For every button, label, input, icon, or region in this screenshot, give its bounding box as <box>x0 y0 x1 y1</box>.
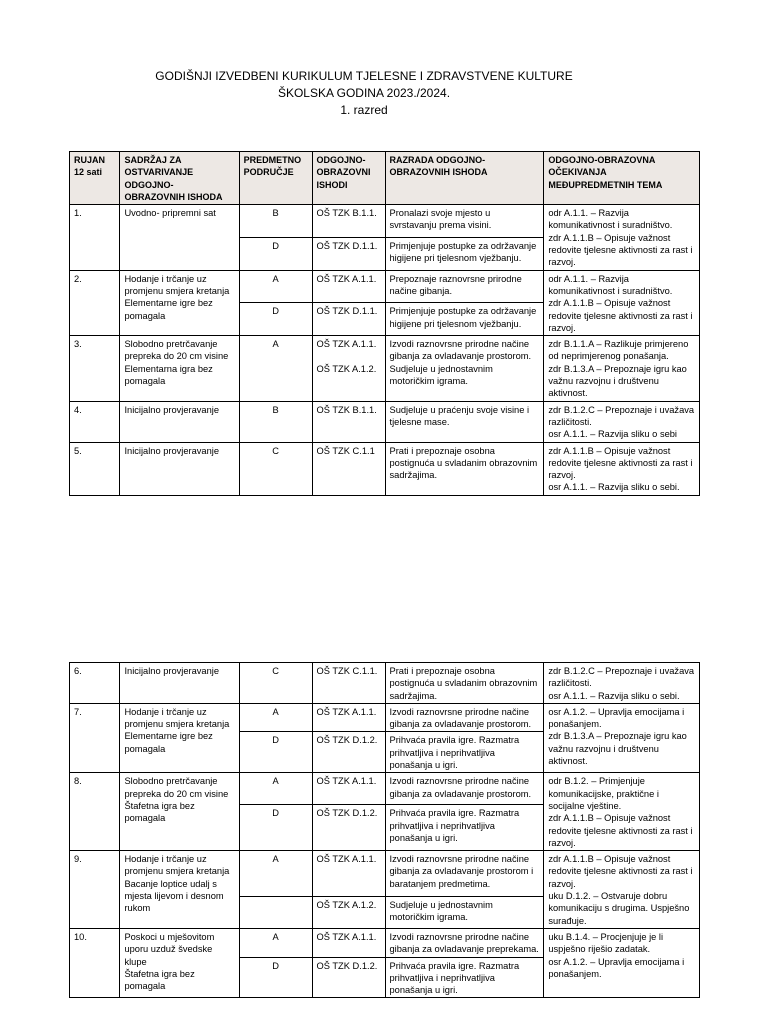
curriculum-table-2 <box>69 662 700 998</box>
learning-outcome: OŠ TZK A.1.1. <box>312 270 385 303</box>
lesson-content: Hodanje i trčanje uz promjenu smjera kretanja Elementarne igre bez pomagala <box>120 270 239 335</box>
learning-outcome: OŠ TZK D.1.1. <box>312 303 385 336</box>
outcome-elaboration: Sudjeluje u jednostavnim motoričkim igrama. <box>385 896 544 928</box>
outcome-elaboration: Primjenjuje postupke za održavanje higijene pri tjelesnom vježbanju. <box>385 303 544 336</box>
cross-curricular-expectations: odr A.1.1. – Razvija komunikativnost i suradništvo. zdr A.1.1.B – Opisuje važnost redovite tjelesne aktivnosti za rast i razvoj. <box>544 205 700 270</box>
table-row <box>70 928 700 957</box>
table-header-row <box>70 152 700 205</box>
header-area: PREDMETNO PODRUČJE <box>239 152 312 205</box>
subject-area: B <box>239 205 312 238</box>
table-1-body <box>70 205 700 496</box>
table-row <box>70 205 700 238</box>
learning-outcome: OŠ TZK A.1.1. <box>312 851 385 897</box>
cross-curricular-expectations: odr B.1.2. – Primjenjuje komunikacijske, praktične i socijalne vještine. zdr A.1.1.B – Opisuje važnost redovite tjelesne aktivnosti za rast i razvoj. <box>544 773 700 851</box>
table-row <box>70 703 700 732</box>
outcome-elaboration: Prihvaća pravila igre. Razmatra prihvatljiva i neprihvatljiva ponašanja u igri. <box>385 732 544 773</box>
outcome-elaboration: Pronalazi svoje mjesto u svrstavanju prema visini. <box>385 205 544 238</box>
table-row <box>70 663 700 704</box>
cross-curricular-expectations: odr A.1.1. – Razvija komunikativnost i suradništvo. zdr A.1.1.B – Opisuje važnost redovite tjelesne aktivnosti za rast i razvoj. <box>544 270 700 335</box>
cross-curricular-expectations: zdr A.1.1.B – Opisuje važnost redovite tjelesne aktivnosti za rast i razvoj. uku D.1.2. – Ostvaruje dobru komunikaciju s drugima. Uspješno surađuje. <box>544 851 700 929</box>
lesson-content: Inicijalno provjeravanje <box>120 663 239 704</box>
lesson-number: 6. <box>70 663 120 704</box>
cross-curricular-expectations: zdr B.1.1.A – Razlikuje primjereno od neprimjerenog ponašanja. zdr B.1.3.A – Prepoznaje igru kao važnu razvojnu i društvenu aktivnost. <box>544 336 700 401</box>
header-outcomes: ODGOJNO- OBRAZOVNI ISHODI <box>312 152 385 205</box>
lesson-number: 1. <box>70 205 120 270</box>
table-row <box>70 270 700 303</box>
curriculum-table-1 <box>69 151 700 496</box>
subject-area: D <box>239 732 312 773</box>
table-row <box>70 773 700 805</box>
learning-outcome: OŠ TZK D.1.2. <box>312 732 385 773</box>
learning-outcome: OŠ TZK A.1.1. <box>312 928 385 957</box>
learning-outcome: OŠ TZK D.1.1. <box>312 237 385 270</box>
lesson-content: Poskoci u mješovitom uporu uzduž švedske klupe Štafetna igra bez pomagala <box>120 928 239 997</box>
cross-curricular-expectations: zdr B.1.2.C – Prepoznaje i uvažava različitosti. osr A.1.1. – Razvija sliku o sebi. <box>544 663 700 704</box>
outcome-elaboration: Prihvaća pravila igre. Razmatra prihvatljiva i neprihvatljiva ponašanja u igri. <box>385 957 544 998</box>
lesson-number: 3. <box>70 336 120 401</box>
header-elaboration: RAZRADA ODGOJNO- OBRAZOVNIH ISHODA <box>385 152 544 205</box>
table-row <box>70 442 700 495</box>
learning-outcome: OŠ TZK D.1.2. <box>312 805 385 851</box>
learning-outcome: OŠ TZK A.1.1. <box>312 773 385 805</box>
learning-outcome: OŠ TZK A.1.2. <box>312 896 385 928</box>
cross-curricular-expectations: osr A.1.2. – Upravlja emocijama i ponašanjem. zdr B.1.3.A – Prepoznaje igru kao važnu razvojnu i društvenu aktivnost. <box>544 703 700 772</box>
learning-outcome: OŠ TZK B.1.1. <box>312 401 385 442</box>
lesson-content: Inicijalno provjeravanje <box>120 442 239 495</box>
subject-area: A <box>239 703 312 732</box>
subject-area: B <box>239 401 312 442</box>
outcome-elaboration: Izvodi raznovrsne prirodne načine gibanja za ovladavanje prostorom i baratanjem predmetima. <box>385 851 544 897</box>
lesson-content: Uvodno- pripremni sat <box>120 205 239 270</box>
outcome-elaboration: Prihvaća pravila igre. Razmatra prihvatljiva i neprihvatljiva ponašanja u igri. <box>385 805 544 851</box>
outcome-elaboration: Izvodi raznovrsne prirodne načine gibanja za ovladavanje prostorom. Sudjeluje u jednostavnim motoričkim igrama. <box>385 336 544 401</box>
subject-area: A <box>239 270 312 303</box>
cross-curricular-expectations: zdr B.1.2.C – Prepoznaje i uvažava različitosti. osr A.1.1. – Razvija sliku o sebi <box>544 401 700 442</box>
lesson-number: 9. <box>70 851 120 929</box>
outcome-elaboration: Izvodi raznovrsne prirodne načine gibanja za ovladavanje preprekama. <box>385 928 544 957</box>
subject-area: D <box>239 237 312 270</box>
document-title <box>0 68 728 119</box>
outcome-elaboration: Izvodi raznovrsne prirodne načine gibanja za ovladavanje prostorom. <box>385 773 544 805</box>
outcome-elaboration: Izvodi raznovrsne prirodne načine gibanja za ovladavanje prostorom. <box>385 703 544 732</box>
learning-outcome: OŠ TZK C.1.1. <box>312 663 385 704</box>
learning-outcome: OŠ TZK C.1.1 <box>312 442 385 495</box>
subject-area: D <box>239 957 312 998</box>
table-row <box>70 336 700 401</box>
header-month: RUJAN 12 sati <box>70 152 120 205</box>
lesson-content: Hodanje i trčanje uz promjenu smjera kretanja Elementarne igre bez pomagala <box>120 703 239 772</box>
lesson-number: 7. <box>70 703 120 772</box>
table-row <box>70 851 700 897</box>
lesson-number: 2. <box>70 270 120 335</box>
subject-area: C <box>239 663 312 704</box>
table-2-body <box>70 663 700 998</box>
lesson-number: 4. <box>70 401 120 442</box>
learning-outcome: OŠ TZK D.1.2. <box>312 957 385 998</box>
outcome-elaboration: Prepoznaje raznovrsne prirodne načine gibanja. <box>385 270 544 303</box>
subject-area <box>239 896 312 928</box>
lesson-content: Inicijalno provjeravanje <box>120 401 239 442</box>
lesson-content: Hodanje i trčanje uz promjenu smjera kretanja Bacanje loptice udalj s mjesta lijevom i desnom rukom <box>120 851 239 929</box>
subject-area: D <box>239 303 312 336</box>
outcome-elaboration: Prati i prepoznaje osobna postignuća u svladanim obrazovnim sadržajima. <box>385 442 544 495</box>
lesson-number: 5. <box>70 442 120 495</box>
subject-area: D <box>239 805 312 851</box>
outcome-elaboration: Sudjeluje u praćenju svoje visine i tjelesne mase. <box>385 401 544 442</box>
title-line-2: ŠKOLSKA GODINA 2023./2024. <box>277 86 451 100</box>
learning-outcome: OŠ TZK B.1.1. <box>312 205 385 238</box>
subject-area: C <box>239 442 312 495</box>
cross-curricular-expectations: uku B.1.4. – Procjenjuje je li uspješno riješio zadatak. osr A.1.2. – Upravlja emocijama i ponašanjem. <box>544 928 700 997</box>
outcome-elaboration: Prati i prepoznaje osobna postignuća u svladanim obrazovnim sadržajima. <box>385 663 544 704</box>
title-line-3: 1. razred <box>340 103 388 117</box>
subject-area: A <box>239 773 312 805</box>
table-row <box>70 401 700 442</box>
learning-outcome: OŠ TZK A.1.1. <box>312 703 385 732</box>
outcome-elaboration: Primjenjuje postupke za održavanje higijene pri tjelesnom vježbanju. <box>385 237 544 270</box>
lesson-content: Slobodno pretrčavanje prepreka do 20 cm visine Elementarna igra bez pomagala <box>120 336 239 401</box>
header-content: SADRŽAJ ZA OSTVARIVANJE ODGOJNO- OBRAZOVNIH ISHODA <box>120 152 239 205</box>
learning-outcome: OŠ TZK A.1.1. OŠ TZK A.1.2. <box>312 336 385 401</box>
subject-area: A <box>239 851 312 897</box>
title-line-1: GODIŠNJI IZVEDBENI KURIKULUM TJELESNE I ZDRAVSTVENE KULTURE <box>155 69 573 83</box>
header-cross-topics: ODGOJNO-OBRAZOVNA OČEKIVANJA MEĐUPREDMETNIH TEMA <box>544 152 700 205</box>
lesson-number: 8. <box>70 773 120 851</box>
cross-curricular-expectations: zdr A.1.1.B – Opisuje važnost redovite tjelesne aktivnosti za rast i razvoj. osr A.1.1. – Razvija sliku o sebi. <box>544 442 700 495</box>
lesson-content: Slobodno pretrčavanje prepreka do 20 cm visine Štafetna igra bez pomagala <box>120 773 239 851</box>
subject-area: A <box>239 336 312 401</box>
lesson-number: 10. <box>70 928 120 997</box>
subject-area: A <box>239 928 312 957</box>
